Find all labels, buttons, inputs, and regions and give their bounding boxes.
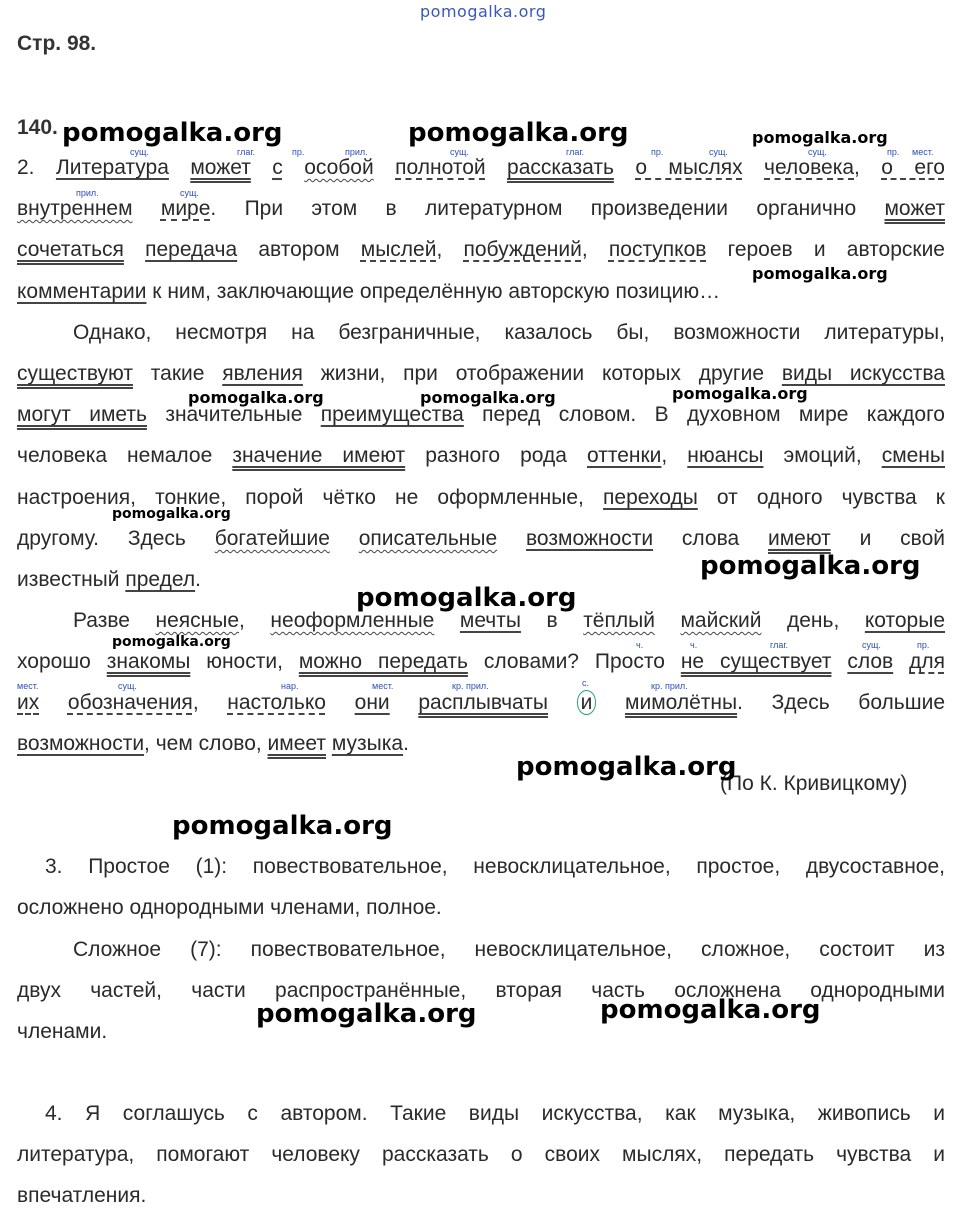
tag-preposition: пр.: [887, 147, 900, 157]
tag-particle: ч.: [690, 640, 698, 650]
watermark: pomogalka.org: [112, 506, 231, 522]
tag-pronoun: мест.: [912, 147, 934, 157]
watermark: pomogalka.org: [600, 995, 821, 1025]
tag-adjective: прил.: [76, 188, 99, 198]
p3-line-7: известный предел.: [17, 568, 201, 591]
watermark: pomogalka.org: [256, 999, 477, 1029]
q3-line-1: 3. Простое (1): повествовательное, невосклицательное, простое, двусоставное,: [45, 855, 945, 878]
tag-noun: сущ.: [180, 188, 199, 198]
tag-preposition: пр.: [917, 640, 930, 650]
watermark: pomogalka.org: [752, 264, 888, 283]
exercise-number: 140.: [17, 116, 58, 139]
tag-adverb: нар.: [281, 681, 299, 691]
page-heading: Стр. 98.: [17, 32, 97, 55]
p4-line-4: возможности, чем слово, имеет музыка.: [17, 732, 409, 755]
conjunction-circle: и: [577, 690, 597, 715]
q3-line-2: осложнено однородными членами, полное.: [17, 896, 442, 919]
tag-noun: сущ.: [709, 147, 728, 157]
tag-preposition: пр.: [292, 147, 305, 157]
watermark: pomogalka.org: [408, 118, 629, 148]
p3-line-1: Однако, несмотря на безграничные, казалось бы, возможности литературы,: [73, 321, 945, 344]
tag-verb: глаг.: [566, 147, 585, 157]
tag-pronoun: мест.: [372, 681, 394, 691]
p2-line-3: сочетаться передача автором мыслей, побуждений, поступков героев и авторские: [17, 238, 945, 261]
tag-preposition: пр.: [651, 147, 664, 157]
tag-verb: глаг.: [770, 640, 789, 650]
p4-line-3: их обозначения, настолько они расплывчаты и мимолётны. Здесь большие: [17, 691, 945, 714]
watermark: pomogalka.org: [516, 752, 737, 782]
p3-line-3: могут иметь значительные преимущества перед словом. В духовном мире каждого: [17, 403, 945, 426]
watermark: pomogalka.org: [420, 388, 556, 407]
q4-line-3: впечатления.: [17, 1184, 147, 1207]
tag-noun: сущ.: [130, 147, 149, 157]
p3-line-4: человека немалое значение имеют разного рода оттенки, нюансы эмоций, смены: [17, 444, 945, 467]
tag-pronoun: мест.: [17, 681, 39, 691]
tag-particle: ч.: [636, 640, 644, 650]
site-watermark-top: pomogalka.org: [420, 2, 547, 21]
q4-line-1: 4. Я соглашусь с автором. Такие виды искусства, как музыка, живопись и: [45, 1102, 945, 1125]
tag-adjective: прил.: [345, 147, 368, 157]
tag-short-adjective: кр. прил.: [651, 681, 688, 691]
tag-noun: сущ.: [450, 147, 469, 157]
p4-line-1: Разве неясные, неоформленные мечты в тёплый майский день, которые: [73, 609, 945, 632]
p2-line-1: 2. Литература может с особой полнотой рассказать о мыслях человека, о его: [17, 156, 945, 179]
watermark: pomogalka.org: [112, 634, 231, 650]
q3-line-4: двух частей, части распространённые, вторая часть осложнена однородными: [17, 979, 945, 1002]
tag-noun: сущ.: [862, 640, 881, 650]
q3-line-5: членами.: [17, 1020, 108, 1043]
p3-line-2: существуют такие явления жизни, при отображении которых другие виды искусства: [17, 362, 945, 385]
q3-line-3: Сложное (7): повествовательное, невосклицательное, сложное, состоит из: [73, 938, 945, 961]
p3-line-5: настроения, тонкие, порой чётко не оформленные, переходы от одного чувства к: [17, 486, 945, 509]
p3-line-6: другому. Здесь богатейшие описательные возможности слова имеют и свой: [17, 527, 945, 550]
tag-verb: глаг.: [237, 147, 256, 157]
p4-line-2: хорошо знакомы юности, можно передать словами? Просто не существует слов для: [17, 650, 945, 673]
watermark: pomogalka.org: [356, 583, 577, 613]
tag-noun: сущ.: [808, 147, 827, 157]
tag-conjunction: с.: [582, 678, 590, 688]
watermark: pomogalka.org: [672, 384, 808, 403]
q4-line-2: литература, помогают человеку рассказать о своих мыслях, передать чувства и: [17, 1143, 945, 1166]
watermark: pomogalka.org: [172, 811, 393, 841]
tag-short-adjective: кр. прил.: [452, 681, 489, 691]
watermark: pomogalka.org: [700, 551, 921, 581]
watermark: pomogalka.org: [752, 128, 888, 147]
p2-line-4: комментарии к ним, заключающие определённую авторскую позицию…: [17, 280, 721, 303]
author-attribution: (По К. Кривицкому): [720, 772, 908, 795]
p2-line-2: внутреннем мире. При этом в литературном произведении органично может: [17, 197, 945, 220]
watermark: pomogalka.org: [62, 118, 283, 148]
tag-noun: сущ.: [118, 681, 137, 691]
watermark: pomogalka.org: [188, 388, 324, 407]
